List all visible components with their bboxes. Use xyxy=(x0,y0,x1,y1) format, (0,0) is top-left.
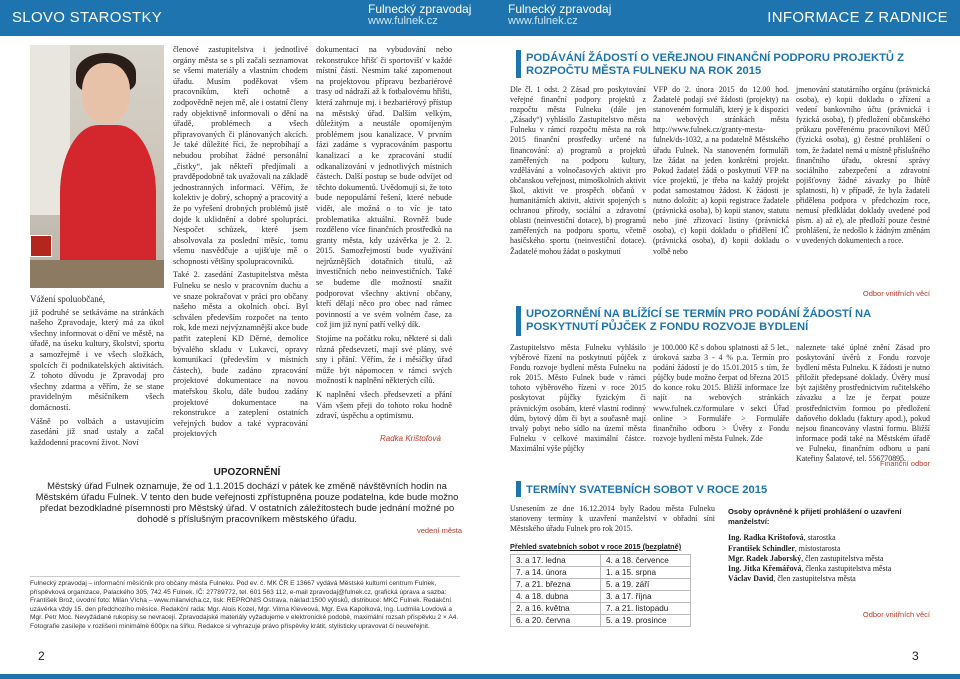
loans-column-2: je 100.000 Kč s dobou splatnosti až 5 let., úroková sazba 3 - 4 % p.a. Termín pro podání žádostí je do 15.01.2015 s tím, že půjčky bude možno čerpat od března 2015 do konce roku 2015. Bližší informace lze najít na webových stránkách www.fulnek.cz/formulare v sekci Úřad online > Formuláře > Formuláře finančního odboru > Úvěry z Fondu rozvoje bydlení města Fulnek. Zde xyxy=(653,343,789,443)
footer-bar xyxy=(0,674,960,679)
masthead-name: Fulnecký zpravodaj xyxy=(508,2,612,16)
photo-person-face xyxy=(82,63,130,123)
greeting: Vážení spoluobčané, xyxy=(30,294,105,304)
table-cell: 2. a 16. května xyxy=(511,603,601,615)
photo-desk xyxy=(30,260,164,288)
masthead-url[interactable]: www.fulnek.cz xyxy=(368,15,438,27)
notice-title: UPOZORNĚNÍ xyxy=(213,467,281,478)
notice-box xyxy=(32,467,462,535)
table-row xyxy=(511,567,691,579)
table-row xyxy=(511,579,691,591)
loans-column-3: naleznete také úplné znění Zásad pro poskytování úvěrů z Fondu rozvoje bydlení města Fulneku. K žádosti je nutno přiložit předepsané doklady. Úvěry musí být zajištěny prostřednictvím ručitelského závazku a lze je čerpat pouze prostřednictvím formou po předložení daňového dokladu (faktury apod.), pokud nejsou financovány vlastní formu. Bližší informace podá také na Městském úřadě ve Fulneku, finančním odboru u paní Kateřiny Šalatové, tel. 556770895. xyxy=(796,343,930,464)
paragraph: již podruhé se setkáváme na stránkách našeho Zpravodaje, který má za úkol všechny informovat o dění ve městě, na úřadě, na úseku kultury, školství, sportu a samozřejmě i ve všech složkách, spolcích či podnikatelských aktivitách. Z tohoto důvodu je Zpravodaj pro všechny zdarma a věřím, že se stane pravidelným měsíčníkem všech domácností. xyxy=(30,307,164,412)
section-signature: Finanční odbor xyxy=(879,459,930,468)
list-item: Mgr. Radek Jaborský, člen zastupitelstva města xyxy=(728,553,884,563)
section-marker xyxy=(516,306,521,336)
section-title-loans: UPOZORNĚNÍ NA BLÍŽÍCÍ SE TERMÍN PRO PODÁNÍ ŽÁDOSTÍ NA POSKYTNUTÍ PŮJČEK Z FONDU ROZVOJE BYDLENÍ xyxy=(526,308,871,333)
paragraph: dokumentací na vybudování nebo rekonstrukce hřišť či sportovišť v každé místní části. Nesmím také zapomenout na projektovou přípravu bezbariérové trasy od nádraží až k fotbalovému hřišti, která zahrnuje mj. i bezbariérový přístup na městský úřad. Dalším velkým, důležitým a neustále opomíjeným problémem jsou kanalizace. V prvním fázi zadáme s vypracováním pasportu kanalizací a ke zpracování studií odkanalizování v jednotlivých místních částech. Další postup se bude odvíjet od těchto dokumentů. Uvědomují si, že toto bude nepopulární řešení, které nebude vidět, ale možná o to víc je tato problematika aktuální. Rovněž bude rozděleno více finančních prostředků na granty města, kdy uzávěrka je 2. 2. 2015. Samozřejmostí bude využívání nejrůznějších dotačních titulů, až investičních nebo neinvestičních. Také se budeme dle možností snažit podporovat všechny aktivní občany, kteří dělají něco pro obec nad rámec povinností a ve svém volném čase, za což jim již nyní patří velký dík. xyxy=(316,45,452,330)
masthead-left xyxy=(368,3,471,27)
table-cell: 4. a 18. července xyxy=(601,555,691,567)
table-cell: 7. a 14. února xyxy=(511,567,601,579)
grants-column-2: VFP do 2. února 2015 do 12.00 hod. Žadatelé podají své žádosti (projekty) na stanoveném formuláři, který je k dispozici na webových stránkách města http://www.fulnek.cz/granty-mesta-fulnek/ds-1032, a na podatelně Městského úřadu Fulnek. Na stanoveném formuláři lze žádat na jeden konkrétní projekt. Pokud žadatel žádá o poskytnutí VFP na více projektů, je třeba na každý projekt podat samostatnou žádost. K žádosti je nutno doložit: a) kopii registrace žadatele (právnická osoba), b) kopii stanov, statutu nebo jiné zřizovací listiny (právnická osoba), c) kopii dokladu o přidělení IČ (právnická osoba), d) kopii dokladu o volbě nebo xyxy=(653,85,789,256)
table-cell: 3. a 17. ledna xyxy=(511,555,601,567)
notice-signature: vedení města xyxy=(416,526,462,535)
section-title-weddings: TERMÍNY SVATEBNÍCH SOBOT V ROCE 2015 xyxy=(526,484,768,496)
section-signature: Odbor vnitřních věcí xyxy=(862,610,930,619)
mayor-photo xyxy=(30,45,164,288)
table-row xyxy=(511,591,691,603)
imprint: Fulnecký zpravodaj – informační měsíčník pro občany města Fulneku. Pod ev. č. MK ČR E 13667 vydává Městské kulturní centrum Fulnek, příspěvková organizace, Palackého 305, 742 45 Fulnek. IČ: 27789772, tel. 601 563 112, e-mail zpravodaj@fulnek.cz, grafická úprava a sazba: František Brož, úvodní foto: Milan Vícha – www.milanvicha.cz, tisk: REPRONIS Ostrava, náklad:1500 výtisků, distribuce: MKC Fulnek. Redakční uzávěrka vždy 15. den předchozího měsíce. Redakční rada: Mgr. Alois Kozel, Mgr. Vilma Kleveová, Mgr. Eva Kapolková, Ing. Ludmila Lovdová a Mgr. Petr Moc. Nevyžádané rukopisy se nevracejí. Zpravodajské materiály vyžadujeme v elektronické podobě, maximální rozsah příspěvku 2 × A4. Fotografie zasílejte v rozlišení minimálně 600px na šířku. Redakce si vyhrazuje právo příspěvky krátit, stylisticky upravovat či neuveřejnit. xyxy=(30,576,460,632)
list-item: Ing. Jitka Křemářová, členka zastupitelstva města xyxy=(728,564,892,574)
signature: Radka Krištofová xyxy=(380,434,441,443)
table-row xyxy=(511,555,691,567)
officiants-box xyxy=(722,503,932,599)
section-title-right: INFORMACE Z RADNICE xyxy=(767,9,948,26)
masthead-name: Fulnecký zpravodaj xyxy=(368,2,472,16)
loans-column-1: Zastupitelstvo města Fulneku vyhlásilo výběrové řízení na poskytnutí půjček z Fondu rozvoje bydlení města Fulneku na rok 2015. Město Fulnek bude v rámci tohoto výběrového řízení v roce 2015 poskytovat půjčky fyzickým či právnickým osobám, které vlastní rodinný dům, bytový dům či byt a současně mají trvalý pobyt nebo sídlo na území města Fulneku v celkové maximální částce. Maximální výše půjčky xyxy=(510,343,646,453)
officiants-list xyxy=(728,507,928,584)
section-title-left: SLOVO STAROSTKY xyxy=(12,9,163,26)
table-cell: 6. a 20. června xyxy=(511,615,601,627)
list-item: Václav David, člen zastupitelstva města xyxy=(728,574,856,584)
table-cell: 1. a 15. srpna xyxy=(601,567,691,579)
table-cell: 5. a 19. září xyxy=(601,579,691,591)
section-marker xyxy=(516,50,521,78)
table-row xyxy=(511,603,691,615)
paragraph: Stojíme na počátku roku, některé si dali různá předsevzetí, mají své plány, své sny i přání. Věřím, že i měsíčky úřad může být nápomocen v rámci svých možností k naplnění některých cílů. xyxy=(316,334,452,386)
table-cell: 3. a 17. října xyxy=(601,591,691,603)
editorial-column-2 xyxy=(173,45,308,443)
list-item: František Schindler, místostarosta xyxy=(728,543,841,553)
table-cell: 7. a 21. března xyxy=(511,579,601,591)
table-cell: 5. a 19. prosince xyxy=(601,615,691,627)
officiants-title: Osoby oprávněné k přijetí prohlášení o uzavření manželství: xyxy=(728,507,902,527)
page-number-left: 2 xyxy=(38,649,45,663)
saturdays-table xyxy=(510,554,691,627)
saturdays-table-title: Přehled svatebních sobot v roce 2015 (bezplatně) xyxy=(510,542,682,551)
masthead-right xyxy=(508,3,611,27)
city-emblem-icon xyxy=(30,235,52,257)
table-cell: 7. a 21. listopadu xyxy=(601,603,691,615)
paragraph: Vášně po volbách a ustavujícím zasedání již snad ustaly a začal každodenní pracovní život. Noví xyxy=(30,416,164,447)
masthead-url[interactable]: www.fulnek.cz xyxy=(508,15,578,27)
editorial-column-3 xyxy=(316,45,452,425)
section-signature: Odbor vnitřních věcí xyxy=(862,289,930,298)
editorial-column-1 xyxy=(30,294,164,451)
table-row xyxy=(511,615,691,627)
section-marker xyxy=(516,481,521,497)
page-number-right: 3 xyxy=(912,649,919,663)
grants-column-1: Dle čl. 1 odst. 2 Zásad pro poskytování veřejné finanční podpory projektů z rozpočtu města Fulneku (dále jen „Zásady“) vyhlásilo Zastupitelstvo města Fulneku v rámci rozpočtu města na rok 2015 finanční prostředky určené na financování: a) programů a projektů zaměřených na podporu kultury, vzdělávání a volnočasových aktivit pro občanskou veřejnost, mimoškolních aktivit škol, aktivit ve prospěch občanů v humanitárních aktivit, aktivit spojených s ochranou přírody, sociální a zdravotní oblasti (neinvestiční dotace), b) programů zaměřených na podporu sportu, včetně hasičského sportu (neinvestiční dotace). Žadatelé mohou žádat o poskytnutí xyxy=(510,85,646,256)
paragraph: Také 2. zasedání Zastupitelstva města Fulneku se neslo v pracovním duchu a ve snaze pokračovat v práci pro občany našeho města a okolních obcí. Byl schválen především rozpočet na tento rok, kde mezi nejvýznamnější akce bude patřit zateplení KD Děrné, demolice bývalého skladu v Lukavci, opravy komunikací (především v místních částech), bude zadáno zpracování projektové dokumentace na novou mateřskou školu, dále budou zadány projektové dokumentace na rekonstrukce a zateplení ostatních veřejných budov a také vypracování projektových xyxy=(173,270,309,439)
paragraph: K naplnění všech předsevzetí a přání Vám všem přeji do tohoto roku hodně zdraví, úspěchu a optimismu. xyxy=(316,390,452,421)
table-cell: 4. a 18. dubna xyxy=(511,591,601,603)
weddings-intro: Usnesením ze dne 16.12.2014 byly Radou města Fulneku stanoveny termíny k uzavření manželství v obřadní síni Městského úřadu Fulnek pro rok 2015. xyxy=(510,504,715,534)
paragraph: členové zastupitelstva i jednotlivé orgány města se s plí začali seznamovat se všemi materiály a vlastním chodem úřadu. Musím poděkovat všem pracovníkům, kteří ochotně a zodpovědně nejen mě, ale i ostatní členy rady objektivně informovali o dění na úřadě, problémech a všech připravovaných či plánovaných akcích. Je také důležité říci, že neprobíhají a nebudou probíhat žádné personální „čistky“, jak někteří předjímali a pravděpodobně tak uvažovali na základě jednostranných informací. Věřím, že kolektiv je dobrý, schopný a pracovitý a že po vyřešení drobných problémů jistě dojde k uklidnění a dobré spolupráci. Nespočet schůzek, které jsem absolvovala za poslední měsíc, tomu všemu nasvědčuje a ujišťuje mě o schopnosti většiny spolupracovníků. xyxy=(173,45,308,266)
list-item: Ing. Radka Krištofová, starostka xyxy=(728,533,836,543)
section-title-grants: PODÁVÁNÍ ŽÁDOSTÍ O VEŘEJNOU FINANČNÍ PODPORU PROJEKTŮ Z ROZPOČTU MĚSTA FULNEKU NA ROK 2015 xyxy=(526,52,904,77)
grants-column-3: jmenování statutárního orgánu (právnická osoba), e) kopii dokladu o zřízení a vedení bankovního účtu (právnická i fyzická osoba), f) předložení občanského průkazu pověřenému pracovníkovi MěÚ (fyzická osoba), g) čestné prohlášení o tom, že žadatel nemá u místně příslušného finančního úřadu, okresní správy sociálního zabezpečení a zdravotní pojišťovny žádné závazky po lhůtě splatnosti, h) v případě, že byla žadateli přidělena podpora v předchozím roce, nemusí předkládat doklady uvedené pod písm. a) až e), ale předloží pouze čestné prohlášení, že nedošlo k žádným změnám v uvedených dokumentech a roce. xyxy=(796,85,930,246)
notice-body: Městský úřad Fulnek oznamuje, že od 1.1.2015 dochází v pátek ke změně návštěvních hodin na Městském úřadu Fulnek. V tento den bude veřejnosti zpřístupněna pouze podatelna, kde bude možno předat bezodkladné písemnosti pro Městský úřad. V ostatních záležitostech bude jednání možné po dohodě s příslušným pracovníkem městského úřadu. xyxy=(35,480,459,524)
header-bar xyxy=(0,0,960,36)
